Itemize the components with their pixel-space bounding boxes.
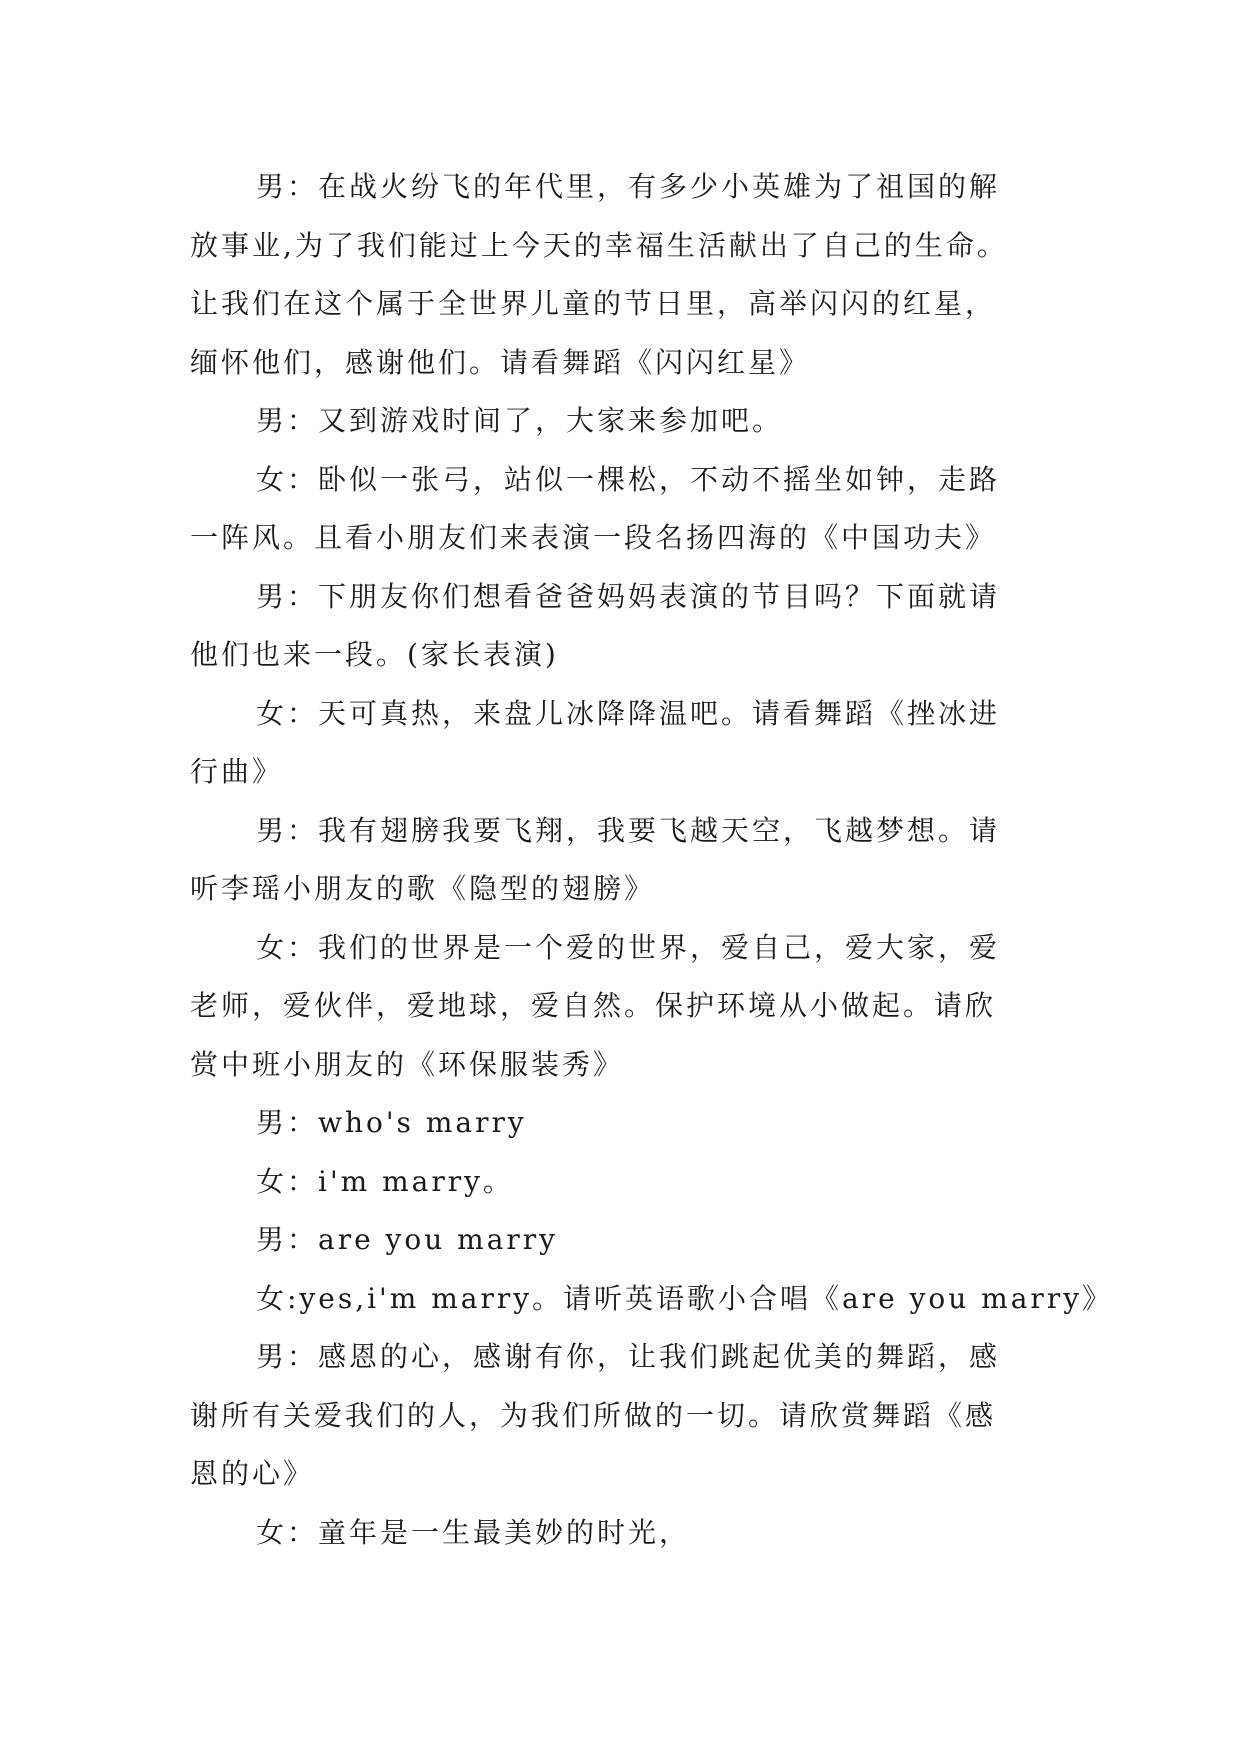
text-line: 男：下朋友你们想看爸爸妈妈表演的节目吗？下面就请 [256,579,1001,613]
text-line: 男：我有翅膀我要飞翔，我要飞越天空，飞越梦想。请 [256,813,1001,847]
text-line: 男：又到游戏时间了，大家来参加吧。 [256,404,784,437]
text-line: 放事业,为了我们能过上今天的幸福生活献出了自己的生命。 [190,228,1008,262]
text-line: 谢所有关爱我们的人，为我们所做的一切。请欣赏舞蹈《感 [190,1398,997,1432]
text-line: 缅怀他们，感谢他们。请看舞蹈《闪闪红星》 [190,345,811,379]
text-line: 赏中班小朋友的《环保服装秀》 [190,1047,625,1081]
text-line: 男：are you marry [256,1223,558,1256]
text-line: 女：天可真热，来盘儿冰降降温吧。请看舞蹈《挫冰进 [256,696,1001,730]
text-line: 女：我们的世界是一个爱的世界，爱自己，爱大家，爱 [256,930,1001,964]
text-line: 恩的心》 [190,1457,315,1490]
text-line: 听李瑶小朋友的歌《隐型的翅膀》 [190,872,656,905]
text-line: 男：在战火纷飞的年代里，有多少小英雄为了祖国的解 [256,170,1001,203]
script-text-block [190,158,1114,1562]
text-line: 女：卧似一张弓，站似一棵松，不动不摇坐如钟，走路 [256,462,1001,496]
text-line: 一阵风。且看小朋友们来表演一段名扬四海的《中国功夫》 [190,521,997,554]
text-line: 男：感恩的心，感谢有你，让我们跳起优美的舞蹈，感 [256,1340,1001,1373]
text-line: 他们也来一段。(家长表演) [190,638,559,671]
text-line: 女:yes,i'm marry。请听英语歌小合唱《are you marry》 [256,1281,1114,1315]
text-line: 女：童年是一生最美妙的时光， [256,1515,691,1549]
text-line: 男：who's marry [256,1106,527,1139]
text-line: 行曲》 [190,755,284,788]
text-line: 女：i'm marry。 [256,1164,514,1198]
text-line: 让我们在这个属于全世界儿童的节日里，高举闪闪的红星， [190,287,997,320]
text-line: 老师，爱伙伴，爱地球，爱自然。保护环境从小做起。请欣 [190,989,997,1022]
